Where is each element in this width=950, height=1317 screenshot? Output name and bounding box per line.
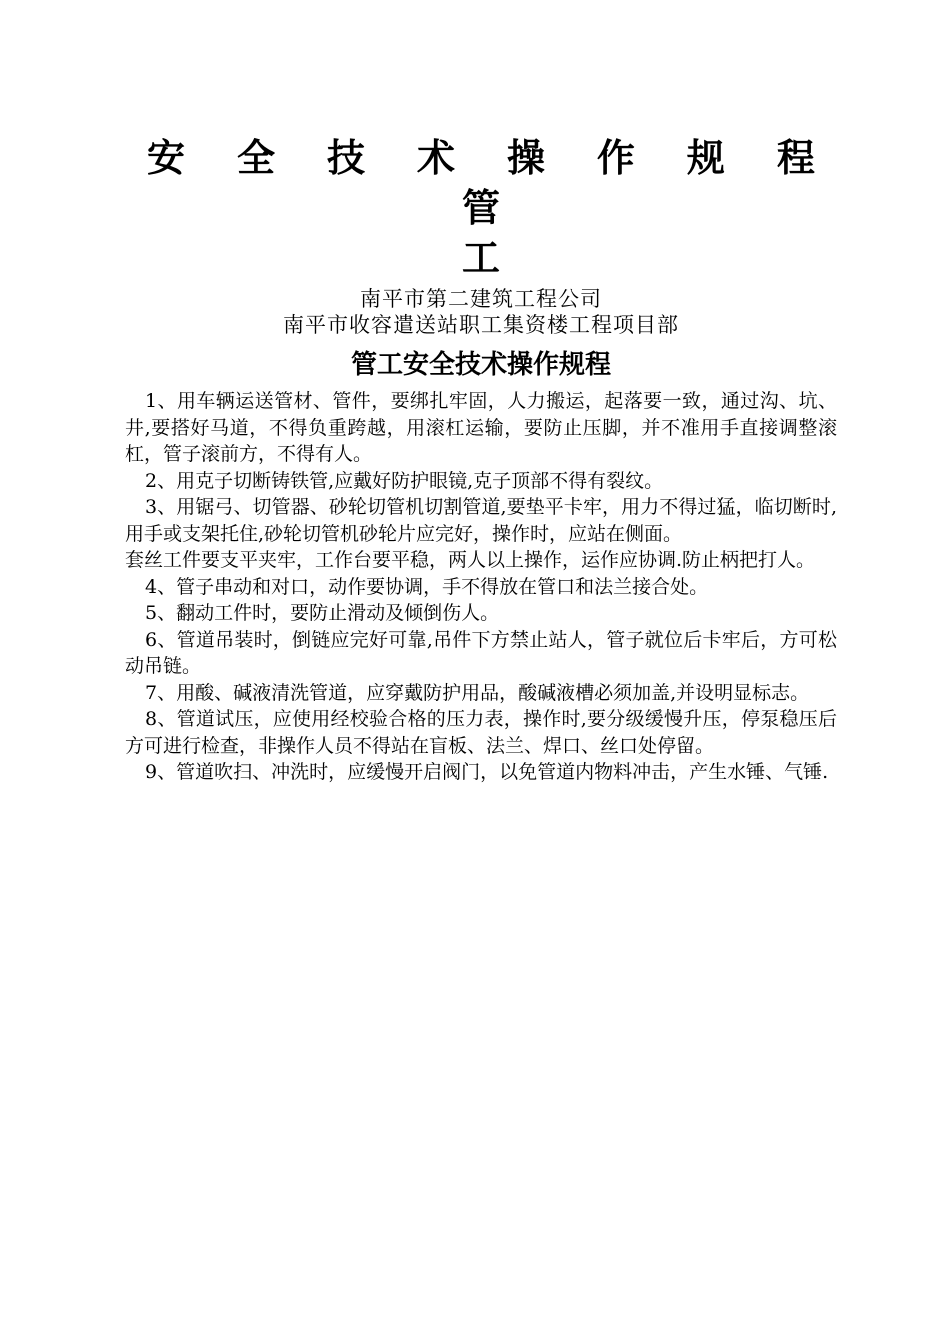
procedure-item: 4、管子串动和对口，动作要协调，手不得放在管口和法兰接合处。 <box>145 575 709 598</box>
heading-char: 规 <box>686 135 725 180</box>
procedure-item: 3、用锯弓、切管器、砂轮切管机切割管道,要垫平卡牢，用力不得过猛，临切断时,用手或支架托住,砂轮切管机砂轮片应完好，操作时，应站在侧面。 <box>125 496 837 545</box>
heading-char: 作 <box>596 135 635 180</box>
company-name: 南平市第二建筑工程公司 <box>360 287 602 311</box>
procedure-item: 8、管道试压，应使用经校验合格的压力表，操作时,要分级缓慢升压，停泵稳压后方可进行检查，非操作人员不得站在盲板、法兰、焊口、丝口处停留。 <box>125 708 837 757</box>
procedure-item: 6、管道吊装时，倒链应完好可靠,吊件下方禁止站人，管子就位后卡牢后，方可松动吊链。 <box>125 628 837 677</box>
heading-line-3: 工 <box>461 235 500 280</box>
procedure-item: 9、管道吹扫、冲洗时，应缓慢开启阀门，以免管道内物料冲击，产生水锤、气锤. <box>145 761 829 783</box>
procedure-title: 管工安全技术操作规程 <box>350 350 611 380</box>
heading-char: 安 <box>147 135 186 180</box>
document-page <box>125 125 837 786</box>
heading-char: 术 <box>416 135 455 180</box>
heading-char: 程 <box>776 135 815 180</box>
company-block <box>125 286 837 338</box>
project-department: 南平市收容遣送站职工集资楼工程项目部 <box>283 313 679 337</box>
procedure-item: 1、用车辆运送管材、管件，要绑扎牢固，人力搬运，起落要一致，通过沟、坑、井,要搭好马道，不得负重跨越，用滚杠运输，要防止压脚，并不准用手直接调整滚杠，管子滚前方，不得有人。 <box>125 390 837 465</box>
procedure-item: 7、用酸、碱液清洗管道，应穿戴防护用品，酸碱液槽必须加盖,并设明显标志。 <box>145 681 810 704</box>
procedure-body <box>125 388 837 786</box>
heading-line-1 <box>125 133 837 183</box>
heading-char: 技 <box>326 135 365 180</box>
procedure-item: 5、翻动工件时，要防止滑动及倾倒伤人。 <box>145 602 500 624</box>
procedure-item: 2、用克子切断铸铁管,应戴好防护眼镜,克子顶部不得有裂纹。 <box>145 469 664 492</box>
heading-char: 全 <box>236 135 275 180</box>
heading-char: 操 <box>506 135 545 180</box>
document-heading <box>125 133 837 283</box>
procedure-item-continuation: 套丝工件要支平夹牢，工作台要平稳，两人以上操作，运作应协调.防止柄把打人。 <box>125 549 816 571</box>
heading-line-2: 管 <box>461 185 500 230</box>
